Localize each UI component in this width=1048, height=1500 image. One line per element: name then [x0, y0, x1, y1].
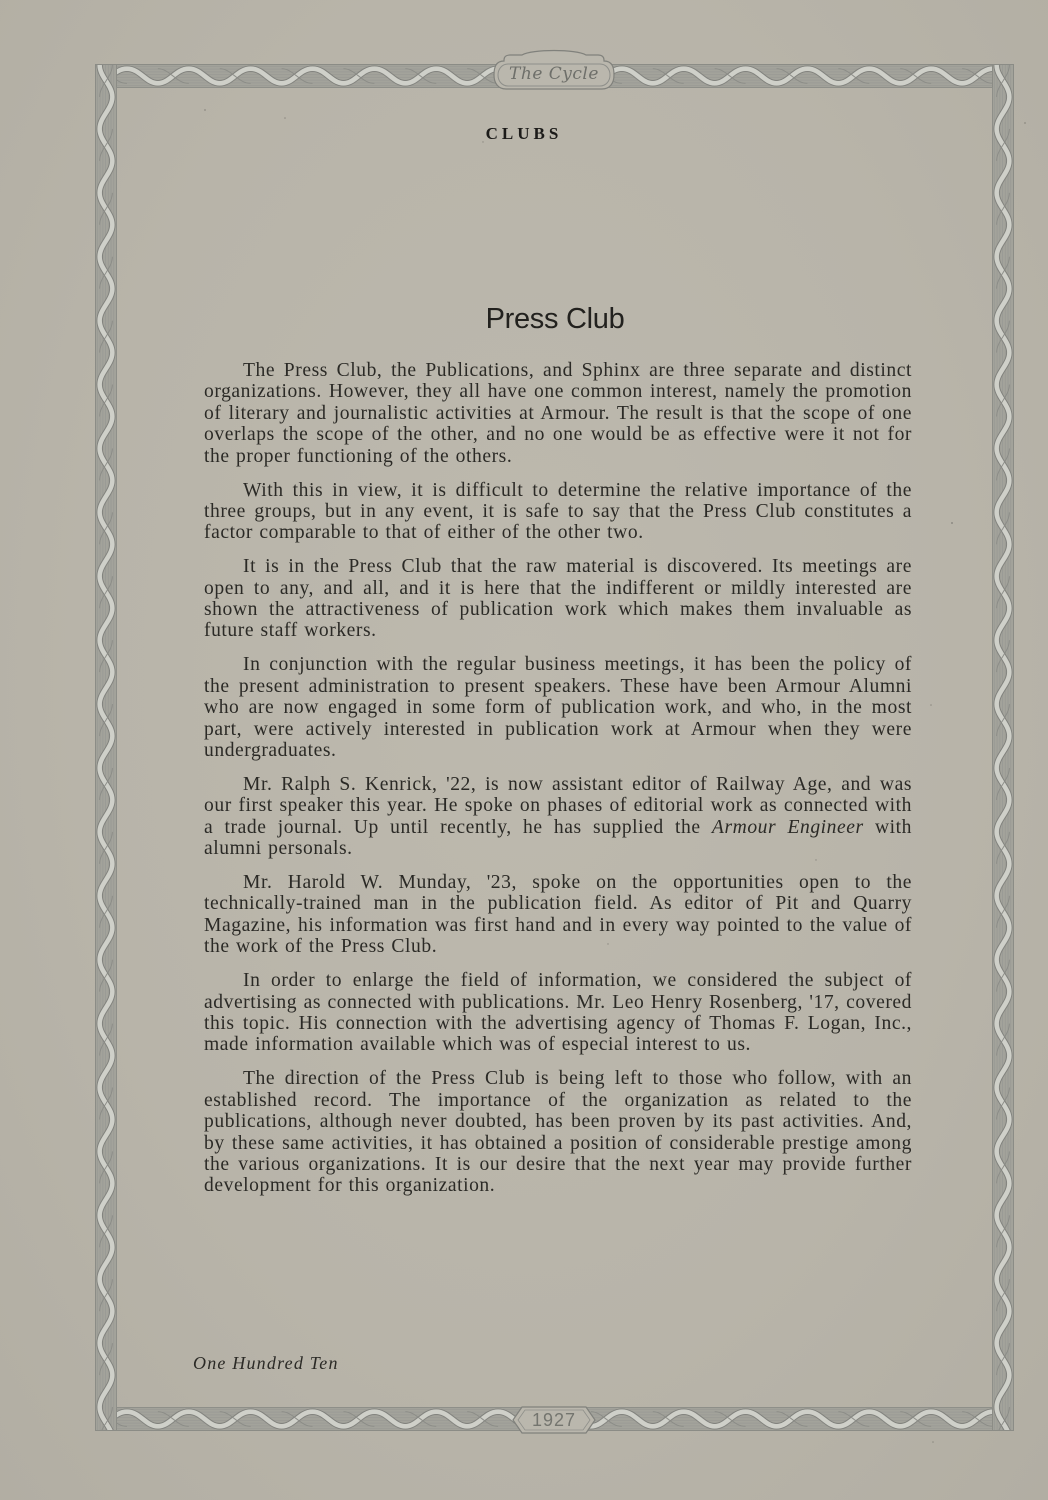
border-right-ribbon: [992, 64, 1014, 1431]
article-body: [204, 360, 912, 1209]
year-label: 1927: [531, 1410, 577, 1430]
paragraph: The direction of the Press Club is being left to those who follow, with an established record. The importance of the organization as related to the publications, although never doubted, has been proven by its past activities. And, by these same activities, it has obtained a position of considerable prestige among the various organizations. It is our desire that the next year may provide further development for this organization.: [204, 1068, 912, 1197]
paragraph: In conjunction with the regular business meetings, it has been the policy of the present administration to present speakers. These have been Armour Alumni who are now engaged in some form of publication work, and who, in the most part, were actively interested in publication work at Armour when they were undergraduates.: [204, 654, 912, 761]
publication-name: The Cycle: [509, 64, 599, 84]
article-title: Press Club: [485, 303, 625, 335]
italic-title: Armour Engineer: [711, 816, 864, 838]
section-heading: CLUBS: [485, 124, 563, 143]
paragraph: [204, 774, 912, 860]
year-cartouche: [512, 1406, 596, 1434]
paragraph: With this in view, it is difficult to determine the relative importance of the three groups, but in any event, it is safe to say that the Press Club constitutes a factor comparable to that of either of the other two.: [204, 479, 912, 544]
publication-cartouche: [492, 47, 616, 93]
paragraph-text: Mr. Ralph S. Kenrick, '22, is now assistant editor of Railway Age, and was our first speaker this year. He spoke on phases of editorial work as connected with a trade journal. Up until recently, he has supplied the: [204, 773, 912, 838]
ribbon-pattern-right: [993, 65, 1013, 1430]
border-left-ribbon: [95, 64, 117, 1431]
paragraph: In order to enlarge the field of information, we considered the subject of advertising as connected with publications. Mr. Leo Henry Rosenberg, '17, covered this topic. His connection with the advertising agency of Thomas F. Logan, Inc., made information available which was of especial interest to us.: [204, 970, 912, 1056]
page-number-label: One Hundred Ten: [193, 1353, 339, 1373]
paragraph: It is in the Press Club that the raw material is discovered. Its meetings are open to any, and all, and it is here that the indifferent or mildly interested are shown the attractiveness of publication work which makes them invaluable as future staff workers.: [204, 556, 912, 642]
paragraph: The Press Club, the Publications, and Sphinx are three separate and distinct organizations. However, they all have one common interest, namely the promotion of literary and journalistic activities at Armour. The result is that the scope of one overlaps the scope of the other, and no one would be as effective were it not for the proper functioning of the others.: [204, 360, 912, 467]
ribbon-pattern-left: [96, 65, 116, 1430]
paragraph: Mr. Harold W. Munday, '23, spoke on the opportunities open to the technically-trained man in the publication field. As editor of Pit and Quarry Magazine, his information was first hand and in every way pointed to the value of the work of the Press Club.: [204, 872, 912, 958]
paragraph-text: with alumni personals.: [204, 816, 913, 860]
